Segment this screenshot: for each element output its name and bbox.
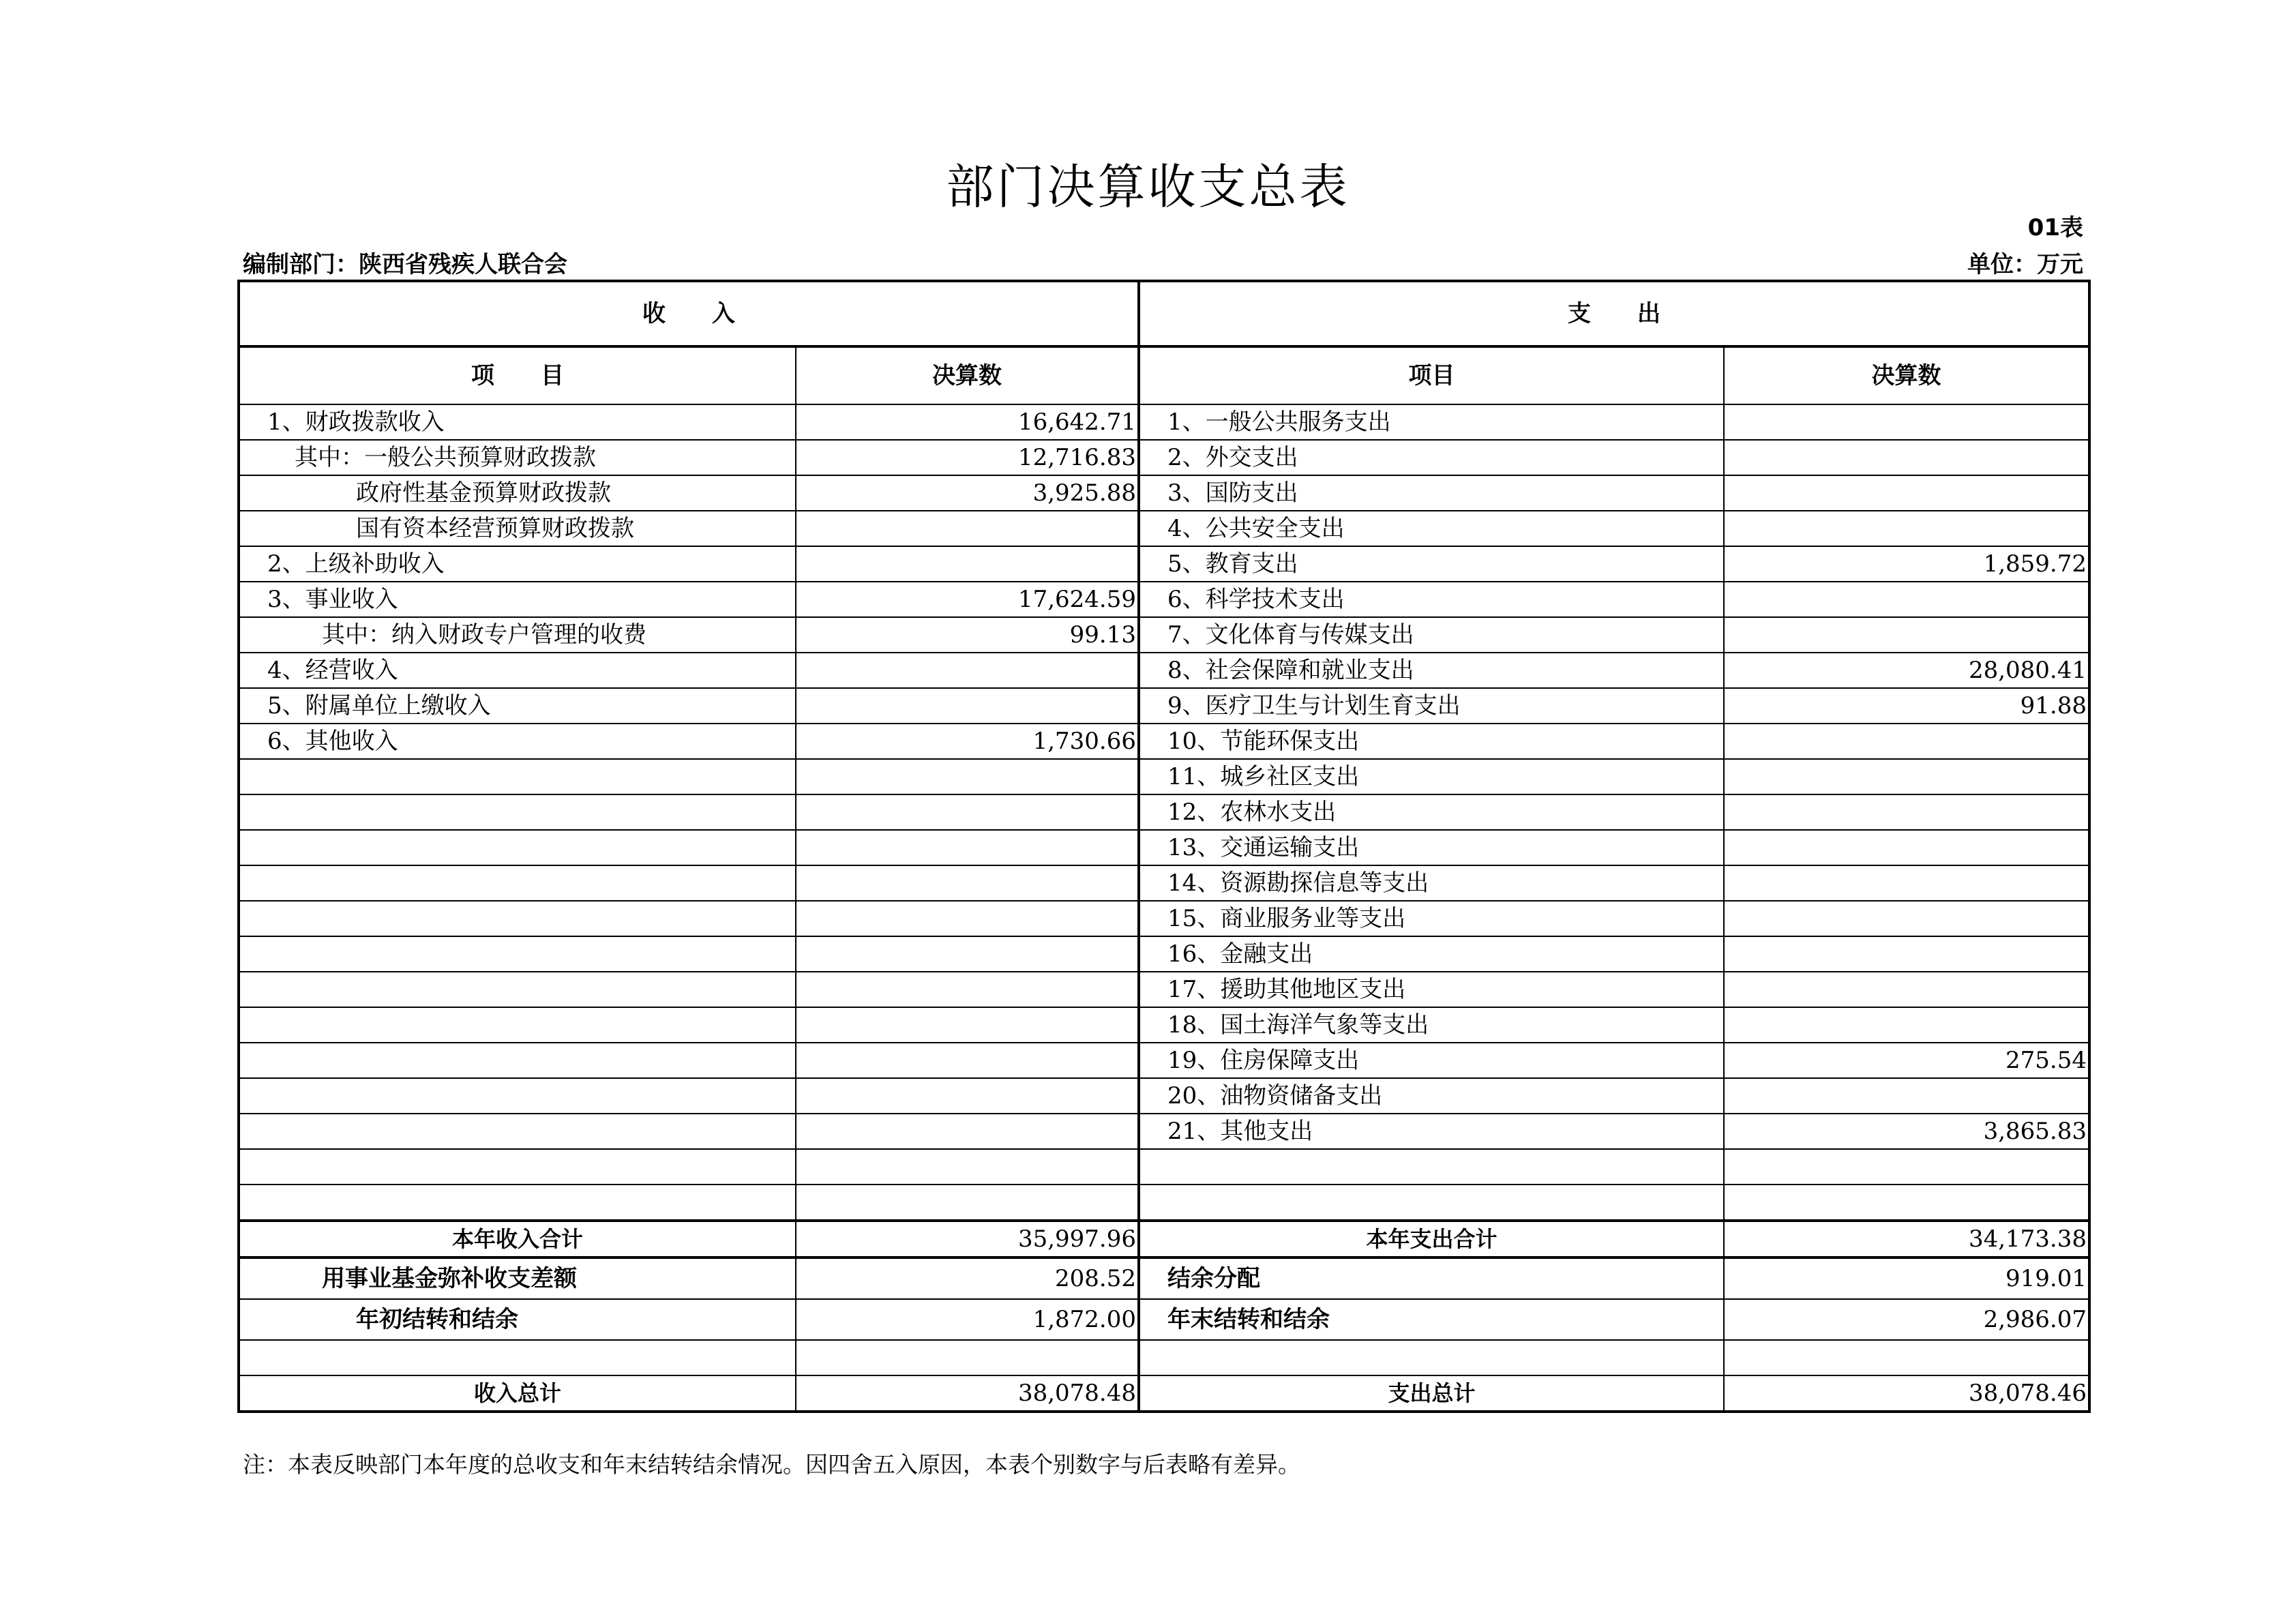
expense-item-cell: 21、其他支出 <box>1139 1114 1724 1149</box>
income-amount-cell: 12,716.83 <box>796 440 1139 475</box>
table-row <box>239 1043 2089 1078</box>
income-amount-cell: 99.13 <box>796 617 1139 653</box>
expense-amount-cell <box>1724 972 2089 1007</box>
expense-amount-header: 决算数 <box>1724 346 2089 404</box>
income-item-cell <box>239 830 796 865</box>
expense-amount-cell: 275.54 <box>1724 1043 2089 1078</box>
surplus-label: 结余分配 <box>1139 1257 1724 1299</box>
expense-item-cell: 5、教育支出 <box>1139 546 1724 582</box>
income-amount-header: 决算数 <box>796 346 1139 404</box>
table-row <box>239 404 2089 440</box>
year-expense-value: 34,173.38 <box>1724 1221 2089 1257</box>
income-amount-cell: 17,624.59 <box>796 582 1139 617</box>
expense-amount-cell <box>1724 582 2089 617</box>
table-row <box>239 617 2089 653</box>
grand-total-row <box>239 1375 2089 1412</box>
table-row <box>239 759 2089 794</box>
expense-amount-cell <box>1724 901 2089 936</box>
income-item-cell <box>239 865 796 901</box>
table-row <box>239 724 2089 759</box>
expense-amount-cell <box>1724 440 2089 475</box>
expense-item-cell: 11、城乡社区支出 <box>1139 759 1724 794</box>
income-item-cell: 6、其他收入 <box>239 724 796 759</box>
expense-amount-cell: 28,080.41 <box>1724 653 2089 688</box>
expense-total-value: 38,078.46 <box>1724 1375 2089 1412</box>
expense-amount-cell <box>1724 830 2089 865</box>
fund-row <box>239 1257 2089 1299</box>
expense-amount-cell <box>1724 936 2089 972</box>
income-amount-cell <box>796 1007 1139 1043</box>
expense-item-cell: 15、商业服务业等支出 <box>1139 901 1724 936</box>
income-item-cell: 5、附属单位上缴收入 <box>239 688 796 724</box>
department-label: 编制部门：陕西省残疾人联合会 <box>243 251 567 278</box>
income-amount-cell: 16,642.71 <box>796 404 1139 440</box>
expense-item-cell: 6、科学技术支出 <box>1139 582 1724 617</box>
income-total-label: 收入总计 <box>239 1375 796 1412</box>
expense-item-cell <box>1139 1185 1724 1221</box>
table-row <box>239 936 2089 972</box>
carryover-row <box>239 1299 2089 1340</box>
income-item-cell <box>239 759 796 794</box>
table-row <box>239 1149 2089 1185</box>
expense-item-cell: 10、节能环保支出 <box>1139 724 1724 759</box>
page-title: 部门决算收支总表 <box>946 159 1350 215</box>
income-amount-cell <box>796 688 1139 724</box>
income-amount-cell <box>796 1185 1139 1221</box>
table-row <box>239 972 2089 1007</box>
footnote: 注：本表反映部门本年度的总收支和年末结转结余情况。因四舍五入原因，本表个别数字与后表略有差异。 <box>243 1451 1300 1478</box>
income-total-value: 38,078.48 <box>796 1375 1139 1412</box>
income-item-cell: 其中：一般公共预算财政拨款 <box>239 440 796 475</box>
expense-item-cell: 17、援助其他地区支出 <box>1139 972 1724 1007</box>
expense-amount-cell <box>1724 617 2089 653</box>
expense-item-cell: 7、文化体育与传媒支出 <box>1139 617 1724 653</box>
expense-amount-cell <box>1724 724 2089 759</box>
expense-item-cell <box>1139 1149 1724 1185</box>
expense-amount-cell: 91.88 <box>1724 688 2089 724</box>
expense-item-cell: 1、一般公共服务支出 <box>1139 404 1724 440</box>
income-item-cell: 政府性基金预算财政拨款 <box>239 475 796 511</box>
income-header: 收 入 <box>239 281 1139 346</box>
expense-item-cell: 14、资源勘探信息等支出 <box>1139 865 1724 901</box>
income-amount-cell <box>796 1043 1139 1078</box>
expense-amount-cell: 1,859.72 <box>1724 546 2089 582</box>
table-row <box>239 546 2089 582</box>
table-row <box>239 440 2089 475</box>
expense-item-cell: 13、交通运输支出 <box>1139 830 1724 865</box>
income-item-cell: 其中：纳入财政专户管理的收费 <box>239 617 796 653</box>
income-item-cell: 2、上级补助收入 <box>239 546 796 582</box>
expense-item-cell: 8、社会保障和就业支出 <box>1139 653 1724 688</box>
end-label: 年末结转和结余 <box>1139 1299 1724 1340</box>
income-item-cell <box>239 1149 796 1185</box>
income-amount-cell <box>796 936 1139 972</box>
income-amount-cell <box>796 865 1139 901</box>
year-income-value: 35,997.96 <box>796 1221 1139 1257</box>
unit-label: 单位：万元 <box>1967 251 2083 278</box>
expense-amount-cell <box>1724 404 2089 440</box>
expense-amount-cell <box>1724 1078 2089 1114</box>
table-row <box>239 582 2089 617</box>
income-item-cell: 国有资本经营预算财政拨款 <box>239 511 796 546</box>
expense-item-cell: 4、公共安全支出 <box>1139 511 1724 546</box>
income-item-cell <box>239 1078 796 1114</box>
expense-amount-cell <box>1724 759 2089 794</box>
expense-amount-cell <box>1724 511 2089 546</box>
income-amount-cell <box>796 1149 1139 1185</box>
begin-label: 年初结转和结余 <box>239 1299 796 1340</box>
year-income-label: 本年收入合计 <box>239 1221 796 1257</box>
spacer-row <box>239 1340 2089 1375</box>
income-amount-cell <box>796 546 1139 582</box>
expense-total-label: 支出总计 <box>1139 1375 1724 1412</box>
budget-table <box>237 280 2091 1413</box>
table-row <box>239 794 2089 830</box>
table-number: 01表 <box>2027 214 2083 241</box>
year-total-row <box>239 1221 2089 1257</box>
income-item-cell <box>239 936 796 972</box>
blank-cell <box>1139 1340 1724 1375</box>
expense-amount-cell <box>1724 475 2089 511</box>
income-amount-cell <box>796 511 1139 546</box>
income-amount-cell <box>796 972 1139 1007</box>
table-row <box>239 1078 2089 1114</box>
table-row <box>239 1007 2089 1043</box>
table-row <box>239 511 2089 546</box>
expense-amount-cell <box>1724 865 2089 901</box>
blank-cell <box>239 1340 796 1375</box>
income-item-cell: 1、财政拨款收入 <box>239 404 796 440</box>
section-header-row <box>239 281 2089 346</box>
income-amount-cell <box>796 1114 1139 1149</box>
income-amount-cell <box>796 653 1139 688</box>
income-amount-cell <box>796 830 1139 865</box>
expense-amount-cell <box>1724 1185 2089 1221</box>
income-item-cell: 3、事业收入 <box>239 582 796 617</box>
income-amount-cell <box>796 759 1139 794</box>
expense-item-cell: 19、住房保障支出 <box>1139 1043 1724 1078</box>
expense-item-cell: 9、医疗卫生与计划生育支出 <box>1139 688 1724 724</box>
table-row <box>239 1185 2089 1221</box>
income-amount-cell: 1,730.66 <box>796 724 1139 759</box>
income-item-cell <box>239 1185 796 1221</box>
expense-item-header: 项目 <box>1139 346 1724 404</box>
expense-header: 支 出 <box>1139 281 2089 346</box>
income-item-cell: 4、经营收入 <box>239 653 796 688</box>
table-row <box>239 830 2089 865</box>
expense-item-cell: 2、外交支出 <box>1139 440 1724 475</box>
expense-amount-cell <box>1724 1149 2089 1185</box>
blank-cell <box>796 1340 1139 1375</box>
expense-item-cell: 18、国土海洋气象等支出 <box>1139 1007 1724 1043</box>
expense-amount-cell <box>1724 1007 2089 1043</box>
expense-item-cell: 16、金融支出 <box>1139 936 1724 972</box>
expense-amount-cell: 3,865.83 <box>1724 1114 2089 1149</box>
expense-item-cell: 12、农林水支出 <box>1139 794 1724 830</box>
income-item-header: 项 目 <box>239 346 796 404</box>
fund-label: 用事业基金弥补收支差额 <box>239 1257 796 1299</box>
table-row <box>239 901 2089 936</box>
income-item-cell <box>239 1043 796 1078</box>
fund-value: 208.52 <box>796 1257 1139 1299</box>
income-amount-cell: 3,925.88 <box>796 475 1139 511</box>
income-item-cell <box>239 972 796 1007</box>
column-header-row <box>239 346 2089 404</box>
income-amount-cell <box>796 1078 1139 1114</box>
table-row <box>239 865 2089 901</box>
income-item-cell <box>239 1114 796 1149</box>
income-amount-cell <box>796 901 1139 936</box>
blank-cell <box>1724 1340 2089 1375</box>
income-item-cell <box>239 1007 796 1043</box>
table-row <box>239 653 2089 688</box>
expense-item-cell: 20、油物资储备支出 <box>1139 1078 1724 1114</box>
income-item-cell <box>239 901 796 936</box>
income-amount-cell <box>796 794 1139 830</box>
year-expense-label: 本年支出合计 <box>1139 1221 1724 1257</box>
table-row <box>239 475 2089 511</box>
end-value: 2,986.07 <box>1724 1299 2089 1340</box>
income-item-cell <box>239 794 796 830</box>
table-row <box>239 688 2089 724</box>
table-row <box>239 1114 2089 1149</box>
expense-amount-cell <box>1724 794 2089 830</box>
expense-item-cell: 3、国防支出 <box>1139 475 1724 511</box>
surplus-value: 919.01 <box>1724 1257 2089 1299</box>
begin-value: 1,872.00 <box>796 1299 1139 1340</box>
